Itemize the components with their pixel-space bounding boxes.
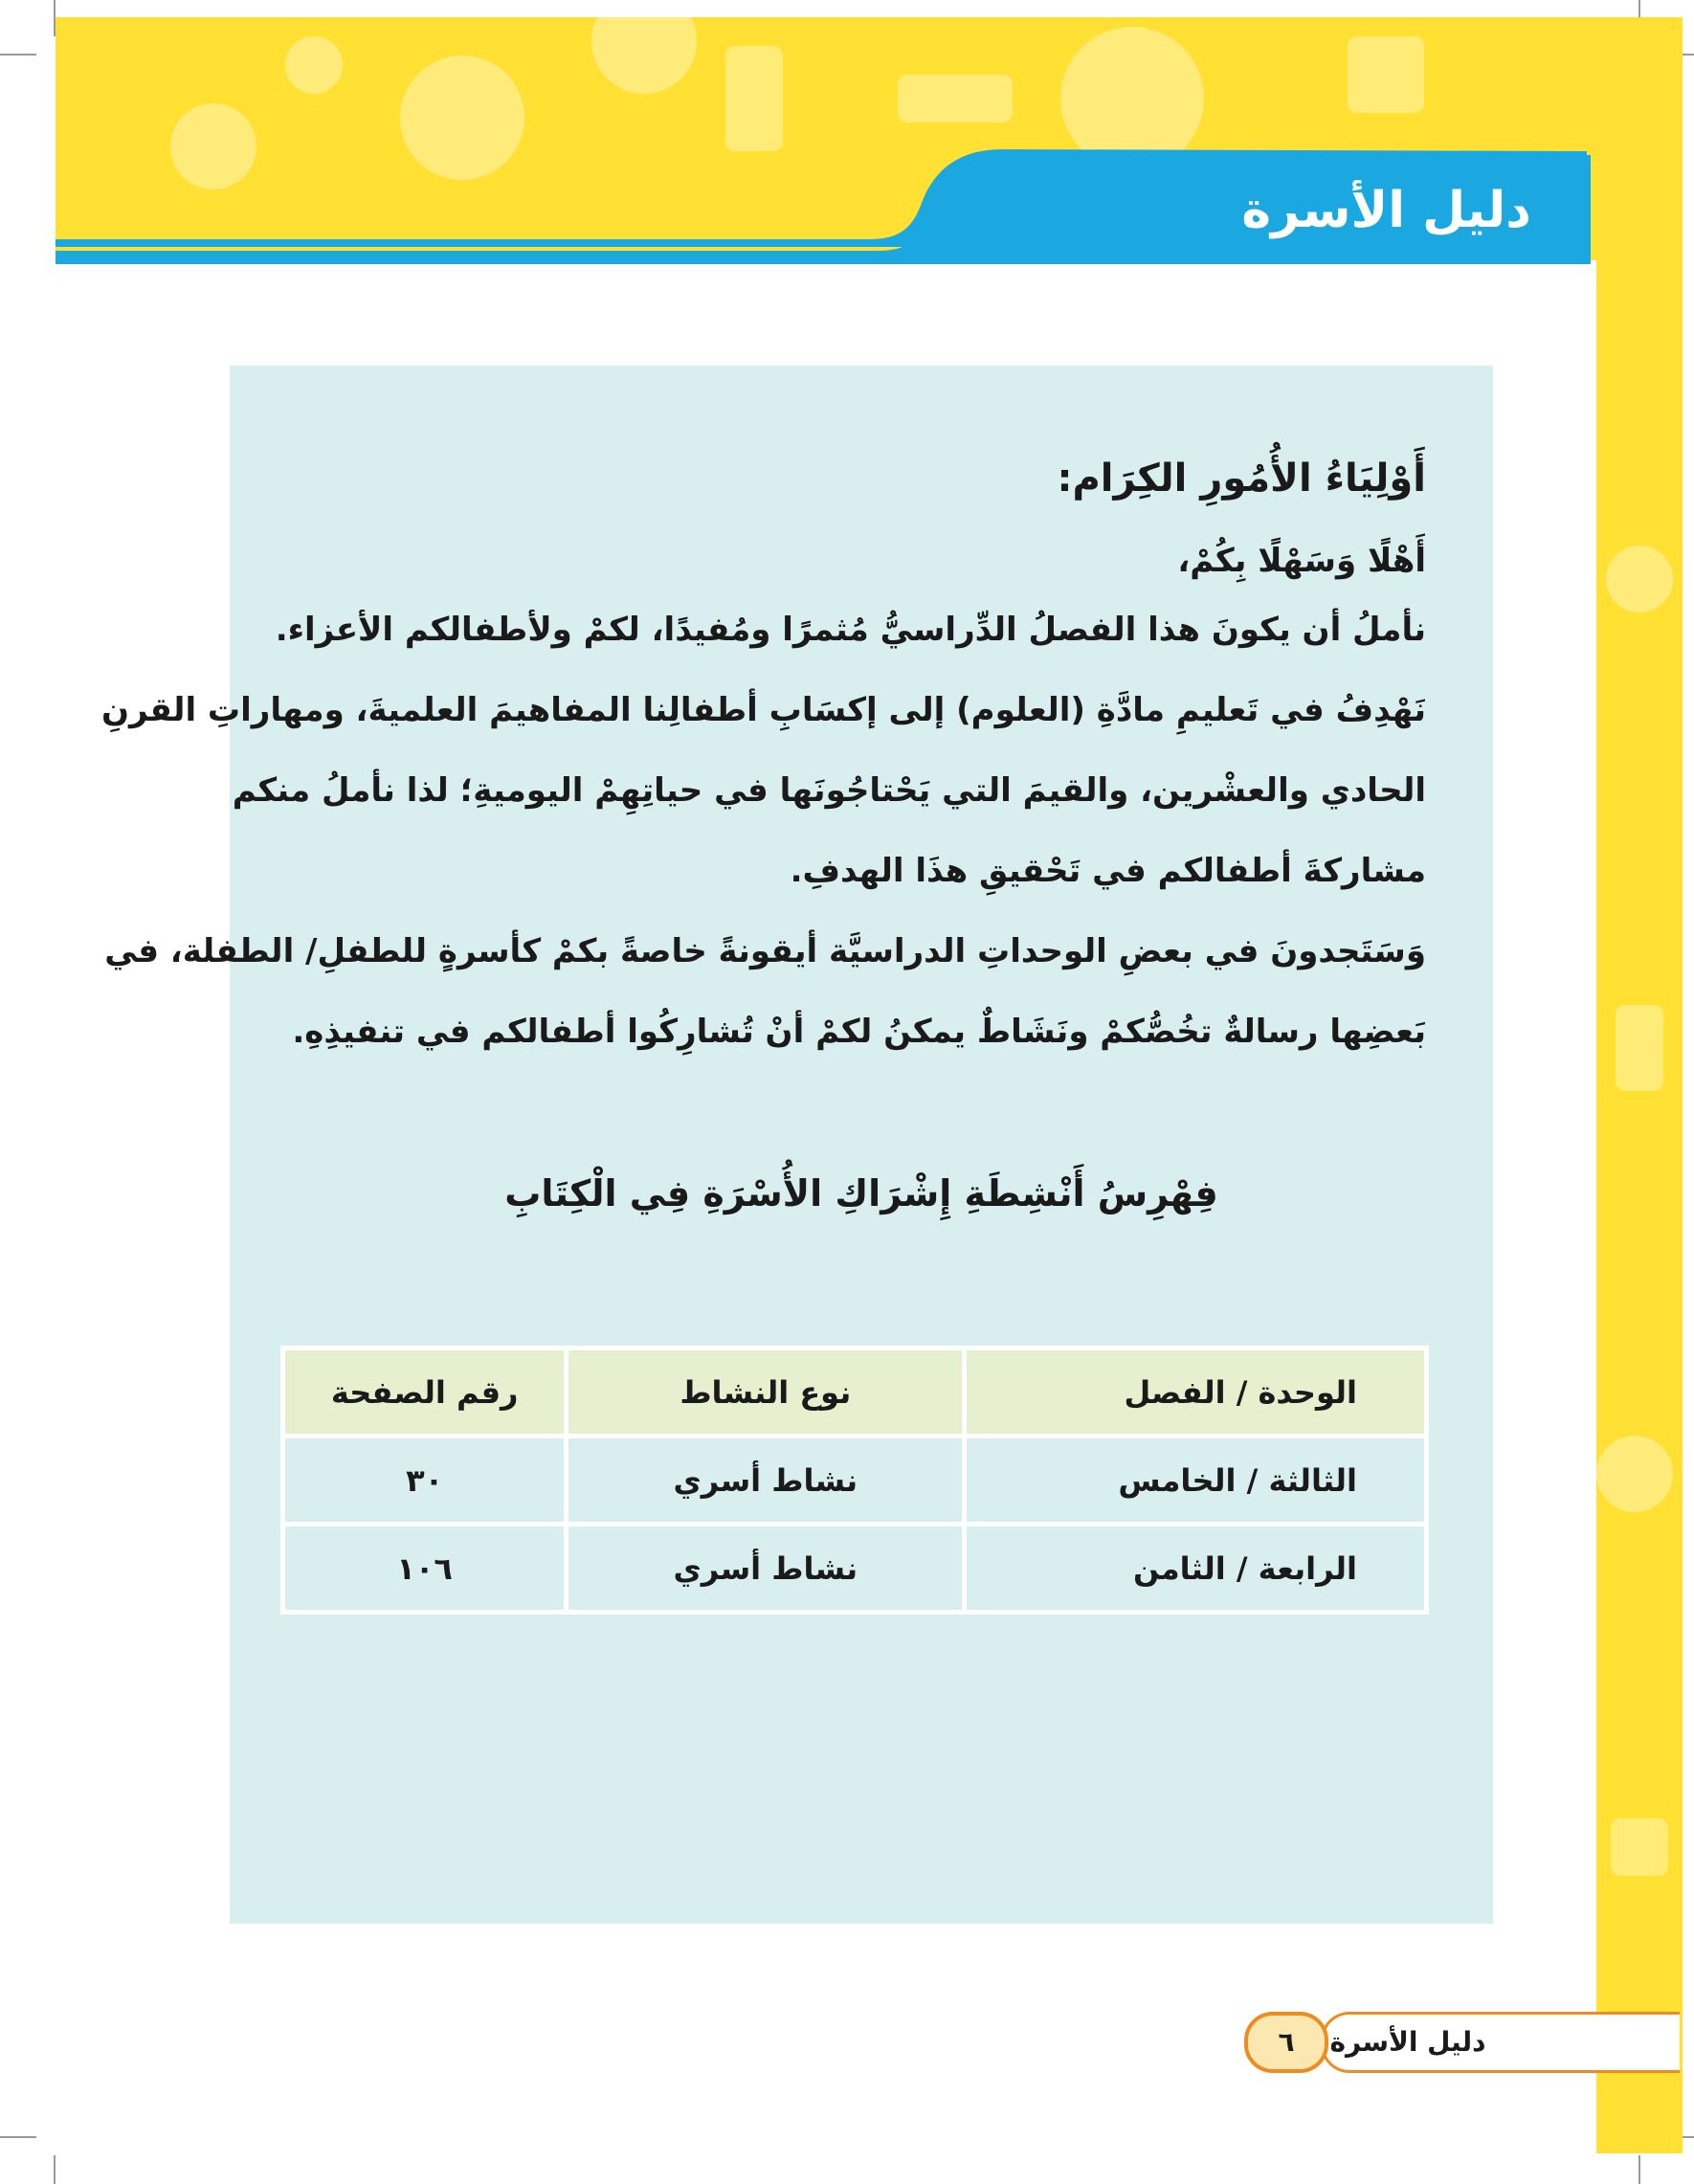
table-header-row (285, 1350, 1424, 1434)
letter-line: نأملُ أن يكونَ هذا الفصلُ الدِّراسيُّ مُثمرًا ومُفيدًا، لكمْ ولأطفالكم الأعزاء. (275, 611, 1426, 649)
decorative-shape (1616, 1005, 1663, 1091)
letter-line: وَسَتَجدونَ في بعضِ الوحداتِ الدراسيَّة أيقونةً خاصةً بكمْ كأسرةٍ للطفلِ/ الطفلة، في (104, 932, 1426, 970)
trim-mark (1638, 2155, 1640, 2184)
trim-mark (54, 2155, 56, 2184)
letter-line: نَهْدِفُ في تَعليمِ مادَّةِ (العلوم) إلى إكسَابِ أطفالِنا المفاهيمَ العلميةَ، ومهاراتِ القرنِ (101, 691, 1426, 729)
letter-greeting: أَهْلًا وَسَهْلًا بِكُمْ، (1177, 542, 1426, 580)
letter-line: مشاركةَ أطفالكم في تَحْقيقِ هذَا الهدفِ. (790, 852, 1426, 890)
header-unit: الوحدة / الفصل (967, 1350, 1424, 1434)
letter-heading: أَوْلِيَاءُ الأُمُورِ الكِرَام: (1057, 457, 1426, 501)
decorative-shape (725, 46, 783, 151)
page-title: دليل الأسرة (1241, 182, 1531, 239)
table-row (285, 1527, 1424, 1610)
page-number: ٦ (1244, 2012, 1328, 2073)
cell-page: ١٠٦ (285, 1527, 564, 1610)
header-type: نوع النشاط (568, 1350, 962, 1434)
side-background (1596, 144, 1683, 2153)
letter-line: الحادي والعشْرين، والقيمَ التي يَحْتاجُونَها في حياتِهِمْ اليوميةِ؛ لذا نأملُ منكم (232, 771, 1426, 810)
decorative-shape (1348, 36, 1424, 113)
decorative-circle (1596, 1436, 1673, 1512)
decorative-circle (1606, 546, 1673, 613)
decorative-shape (898, 75, 1013, 123)
cell-page: ٣٠ (285, 1438, 564, 1522)
decorative-circle (285, 36, 343, 94)
cell-unit: الرابعة / الثامن (967, 1527, 1424, 1610)
cell-type: نشاط أسري (568, 1527, 962, 1610)
letter-text (101, 450, 1426, 1072)
header-page: رقم الصفحة (285, 1350, 564, 1434)
footer-title: دليل الأسرة (1329, 2026, 1486, 2058)
index-title: فِهْرِسُ أَنْشِطَةِ إِشْرَاكِ الأُسْرَةِ فِي الْكِتَابِ (504, 1172, 1218, 1215)
table-row (285, 1438, 1424, 1522)
decorative-circle (591, 17, 697, 94)
cell-type: نشاط أسري (568, 1438, 962, 1522)
activities-table (280, 1346, 1429, 1615)
decorative-shape (1611, 1818, 1668, 1876)
trim-mark (0, 54, 36, 56)
cell-unit: الثالثة / الخامس (967, 1438, 1424, 1522)
trim-mark (0, 2136, 36, 2138)
letter-line: بَعضِها رسالةٌ تخُصُّكمْ ونَشَاطٌ يمكنُ لكمْ أنْ تُشارِكُوا أطفالكم في تنفيذِهِ. (292, 1013, 1426, 1051)
